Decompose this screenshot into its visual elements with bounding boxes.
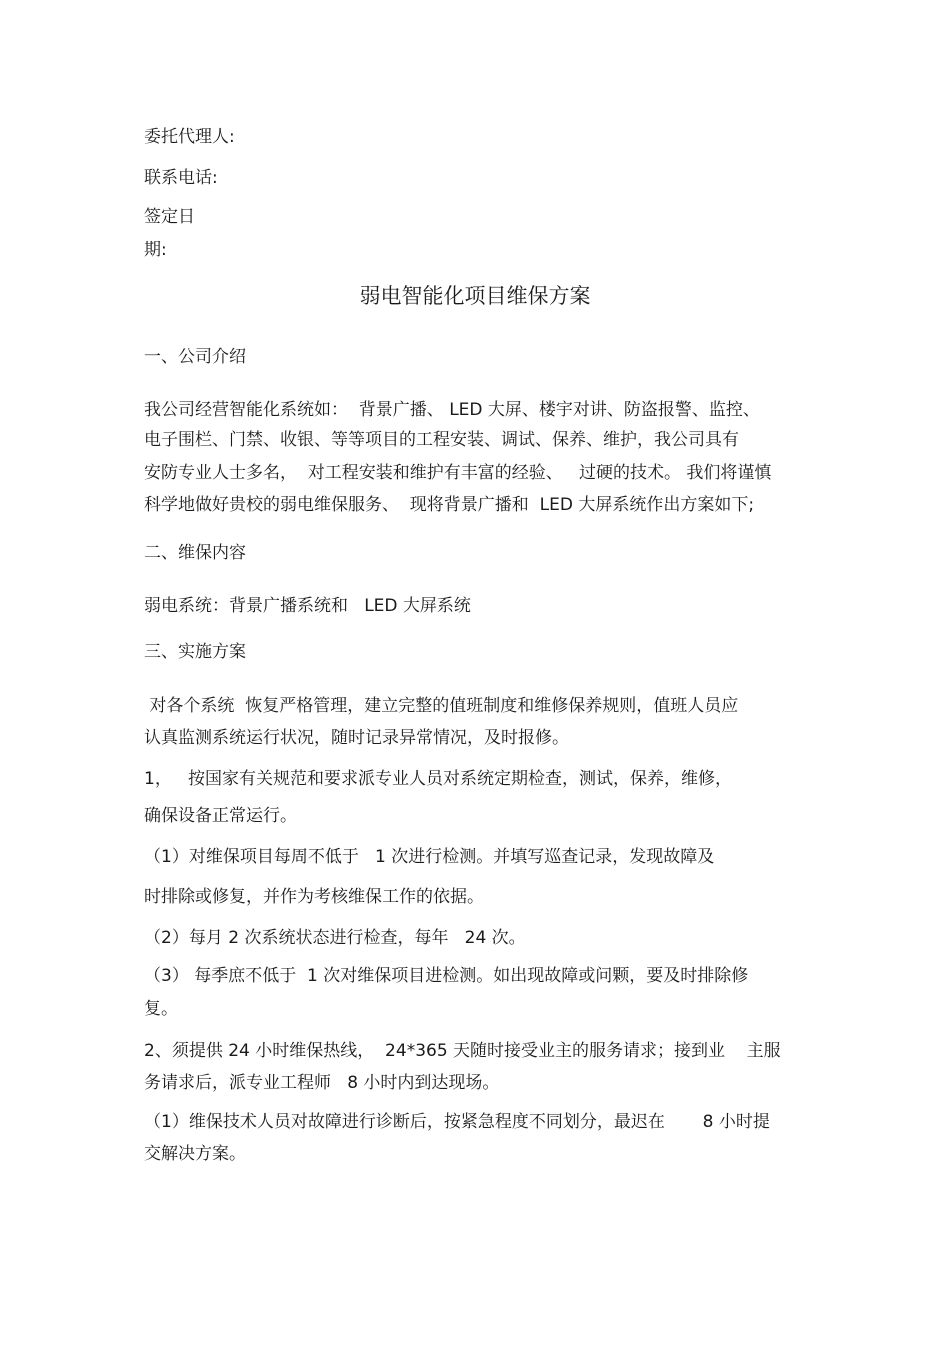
sub1-line: 时排除或修复，并作为考核维保工作的依据。 xyxy=(144,887,484,907)
sub2-line: （2）每月 2 次系统状态进行检查，每年 24 次。 xyxy=(144,928,526,948)
section1-line: 科学地做好贵校的弱电维保服务、 现将背景广播和 LED 大屏系统作出方案如下; xyxy=(144,495,755,515)
sub1-line: （1）对维保项目每周不低于 1 次进行检测。并填写巡查记录，发现故障及 xyxy=(144,847,715,867)
section2-heading: 二、维保内容 xyxy=(144,543,246,563)
sub3-line: （3） 每季庶不低于 1 次对维保项目进检测。如出现故障或问颗，要及时排除修 xyxy=(144,966,749,986)
sub4-line: （1）维保技术人员对故障进行诊断后，按紧急程度不同划分，最迟在 8 小时提 xyxy=(144,1112,770,1132)
date-label-line1: 签定日 xyxy=(144,207,195,227)
item2-line: 务请求后，派专业工程师 8 小时内到达现场。 xyxy=(144,1073,500,1093)
section1-line: 我公司经营智能化系统如： 背景广播、 LED 大屏、楼宇对讲、防盗报警、监控、 xyxy=(144,400,760,420)
sub4-line: 交解决方案。 xyxy=(144,1144,246,1164)
document-title: 弱电智能化项目维保方案 xyxy=(359,284,591,308)
agent-label: 委托代理人: xyxy=(144,127,235,147)
item1-line: 确保设备正常运行。 xyxy=(144,806,297,826)
section1-line: 安防专业人士多名， 对工程安装和维护有丰富的经验、 过硬的技术。 我们将谨慎 xyxy=(144,463,772,483)
section3-intro-line: 认真监测系统运行状况，随时记录异常情况，及时报修。 xyxy=(144,728,569,748)
section1-line: 电子围栏、门禁、收银、等等项目的工程安装、调试、保养、维护，我公司具有 xyxy=(144,430,739,450)
section2-body: 弱电系统：背景广播系统和 LED 大屏系统 xyxy=(144,596,471,616)
phone-label: 联系电话: xyxy=(144,168,218,188)
sub3-line: 复。 xyxy=(144,999,178,1019)
section3-intro-line: 对各个系统 恢复严格管理，建立完整的值班制度和维修保养规则，值班人员应 xyxy=(144,696,739,716)
date-label-line2: 期: xyxy=(144,240,167,260)
section1-heading: 一、公司介绍 xyxy=(144,347,246,367)
item2-line: 2、须提供 24 小时维保热线， 24*365 天随时接受业主的服务请求；接到业 主服 xyxy=(144,1041,781,1061)
section3-heading: 三、实施方案 xyxy=(144,642,246,662)
item1-line: 1， 按国家有关规范和要求派专业人员对系统定期检查，测试，保养，维修， xyxy=(144,769,733,789)
